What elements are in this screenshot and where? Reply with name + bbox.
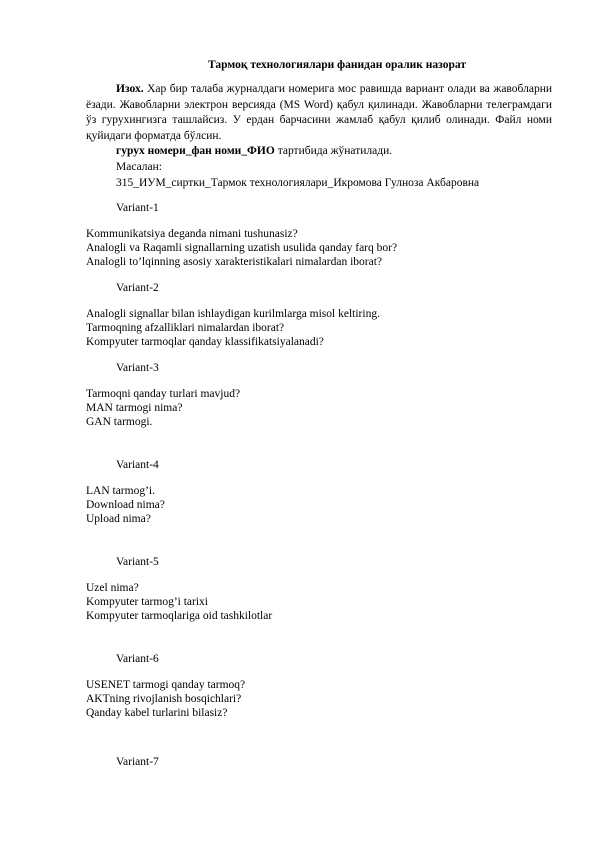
example-label: Масалан: xyxy=(116,161,162,173)
variant-3-question-2: MAN tarmogi nima? xyxy=(86,402,183,414)
variant-4-label: Variant-4 xyxy=(116,459,159,471)
variant-5-question-1: Uzel nima? xyxy=(86,582,139,594)
variant-1-question-3: Analogli to’lqinning asosiy xarakteristikalari nimalardan iborat? xyxy=(86,256,383,268)
variant-2-question-2: Tarmoqning afzalliklari nimalardan iborat? xyxy=(86,322,285,334)
variant-2-question-1: Analogli signallar bilan ishlaydigan kurilmlarga misol keltiring. xyxy=(86,308,380,320)
variant-1-question-2: Analogli va Raqamli signallarning uzatish usulida qanday farq bor? xyxy=(86,242,398,254)
example-filename: 315_ИУМ_сиртки_Тармок технологиялари_Икромова Гулноза Акбаровна xyxy=(116,177,480,189)
variant-3-label: Variant-3 xyxy=(116,362,159,374)
variant-5-question-2: Kompyuter tarmog’i tarixi xyxy=(86,596,208,608)
variant-6-question-2: AKTning rivojlanish bosqichlari? xyxy=(86,693,242,705)
variant-4-question-2: Download nima? xyxy=(86,499,165,511)
variant-5-label: Variant-5 xyxy=(116,556,159,568)
filename-format-bold: гурух номери_фан номи_ФИО xyxy=(116,145,275,157)
variant-7-label: Variant-7 xyxy=(116,756,159,768)
variant-4-question-3: Upload nima? xyxy=(86,513,151,525)
filename-format-line xyxy=(116,144,392,158)
note-paragraph xyxy=(86,82,552,144)
variant-5-question-3: Kompyuter tarmoqlariga oid tashkilotlar xyxy=(86,610,273,622)
variant-4-question-1: LAN tarmog’i. xyxy=(86,485,155,497)
variant-1-label: Variant-1 xyxy=(116,202,159,214)
variant-1-question-1: Kommunikatsiya deganda nimani tushunasiz? xyxy=(86,228,298,240)
variant-3-question-1: Tarmoqni qanday turlari mavjud? xyxy=(86,388,241,400)
note-label: Изох. xyxy=(116,83,144,95)
variant-2-question-3: Kompyuter tarmoqlar qanday klassifikatsiyalanadi? xyxy=(86,336,324,348)
variant-6-label: Variant-6 xyxy=(116,653,159,665)
note-text: Хар бир талаба журналдаги номерига мос равишда вариант олади ва жавобларни ёзади. Жавобларни электрон версияда (MS Word) қабул қилинади. Жавобларни телеграмдаги ўз гурухингизга ташлайсиз. У ердан барчасини жамлаб қабул қилиб олинади. Файл номи қуйидаги форматда бўлсин. xyxy=(86,83,552,142)
variant-2-label: Variant-2 xyxy=(116,282,159,294)
variant-6-question-1: USENET tarmogi qanday tarmoq? xyxy=(86,679,246,691)
variant-6-question-3: Qanday kabel turlarini bilasiz? xyxy=(86,707,228,719)
variant-3-question-3: GAN tarmogi. xyxy=(86,416,153,428)
filename-format-rest: тартибида жўнатилади. xyxy=(274,145,393,157)
page-title: Тармоқ технологиялари фанидан оралик назорат xyxy=(208,59,466,71)
